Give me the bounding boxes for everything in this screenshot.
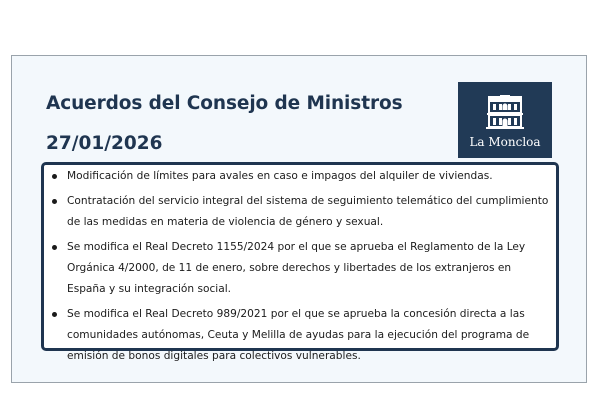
logo-label: La Moncloa [469,135,541,149]
list-item [67,237,552,300]
agreements-list [44,165,556,367]
list-item [67,191,552,233]
list-item-text: Contratación del servicio integral del sistema de seguimiento telemático del cumplimiento de las medidas en materia de violencia de género y sexual. [67,195,549,228]
list-item-text: Modificación de límites para avales en caso e impagos del alquiler de viviendas. [67,170,493,182]
palace-icon [485,95,525,129]
agreements-list-box [41,162,559,362]
agreements-card [11,55,587,383]
bullet-icon [52,245,57,250]
bullet-icon [52,199,57,204]
list-item [67,166,552,187]
list-item [67,304,552,367]
list-item-text: Se modifica el Real Decreto 989/2021 por el que se aprueba la concesión directa a las comunidades autónomas, Ceuta y Melilla de ayudas para la ejecución del programa de emisión de bonos digitales para colectivos vulnerables. [67,308,530,362]
bullet-icon [52,312,57,317]
la-moncloa-logo [458,82,552,158]
page-title: Acuerdos del Consejo de Ministros [46,93,403,114]
bullet-icon [52,174,57,179]
list-item-text: Se modifica el Real Decreto 1155/2024 por el que se aprueba el Reglamento de la Ley Orgánica 4/2000, de 11 de enero, sobre derechos y libertades de los extranjeros en España y su integración social. [67,241,526,295]
meeting-date: 27/01/2026 [46,133,163,154]
